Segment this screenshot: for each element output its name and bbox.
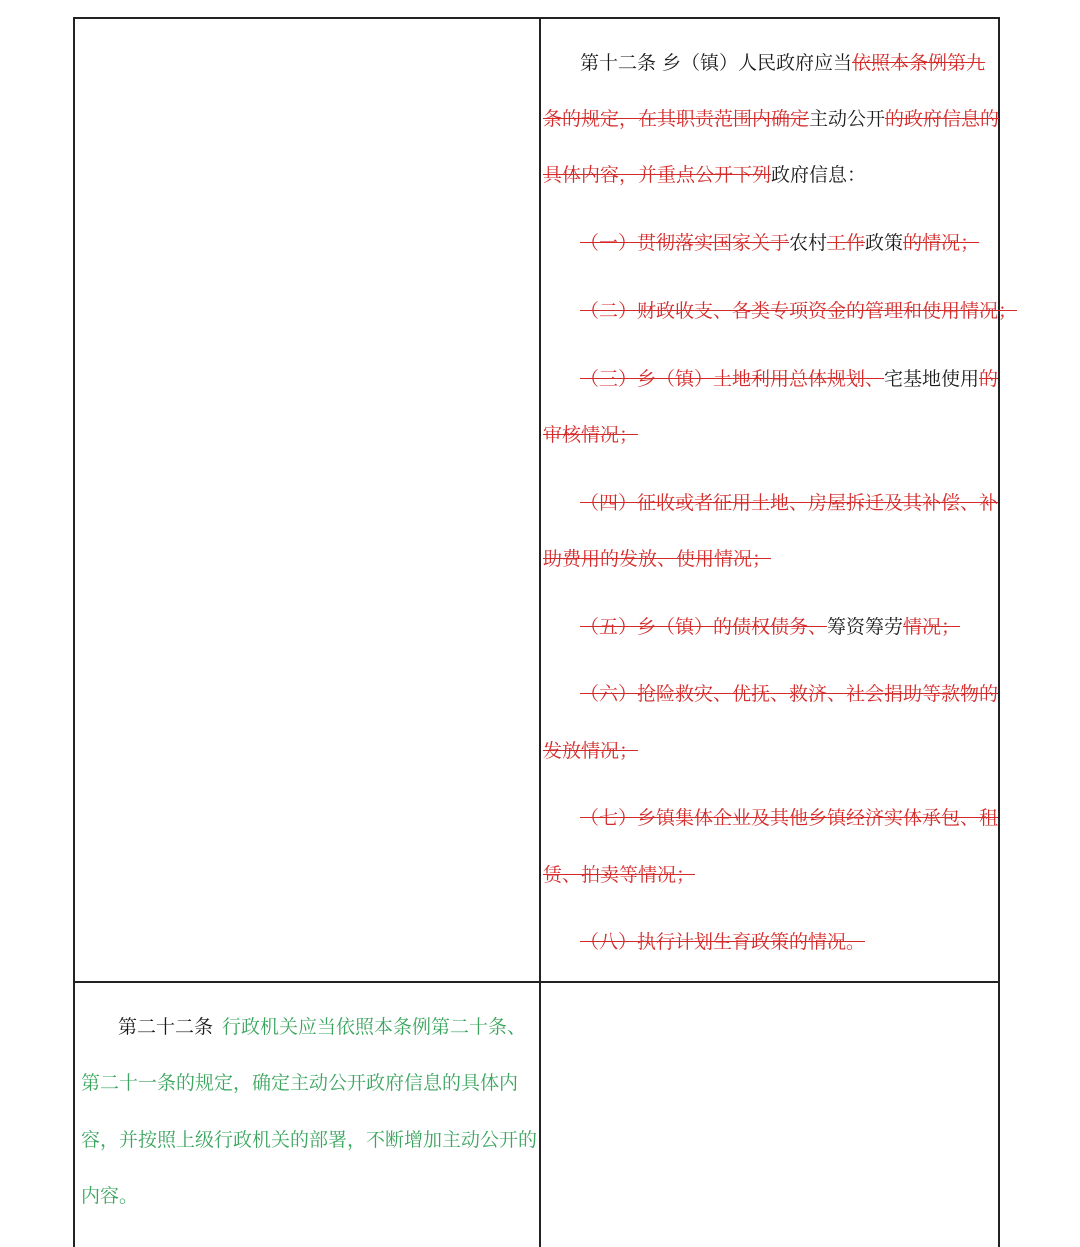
art12-line-2-deleted-b: 的政府信息的 bbox=[885, 108, 1000, 130]
art12-line-3 bbox=[543, 164, 866, 186]
item-8-deleted: （八）执行计划生育政策的情况。 bbox=[580, 931, 866, 953]
item-4-deleted: （四）征收或者征用土地、房屋拆迁及其补偿、补 bbox=[580, 492, 999, 514]
art12-line-2 bbox=[543, 108, 999, 130]
item-5-deleted-a: （五）乡（镇）的债权债务、 bbox=[580, 616, 828, 638]
item-6-cont bbox=[543, 740, 638, 762]
item-8 bbox=[580, 931, 865, 953]
item-1-deleted-b: 工作 bbox=[827, 232, 866, 254]
column-divider bbox=[539, 17, 541, 1247]
item-2-deleted: （二）财政收支、各类专项资金的管理和使用情况； bbox=[580, 300, 1018, 322]
item-3-kept: 宅基地使用 bbox=[884, 368, 980, 390]
item-4-cont-deleted: 助费用的发放、使用情况； bbox=[543, 548, 772, 570]
art12-line-1 bbox=[580, 52, 985, 74]
item-5 bbox=[580, 616, 960, 638]
item-3-cont-deleted: 审核情况； bbox=[543, 424, 639, 446]
art12-line-1-deleted: 依照本条例第九 bbox=[852, 52, 986, 74]
item-7-cont bbox=[543, 864, 695, 886]
item-6 bbox=[580, 683, 998, 705]
item-3 bbox=[580, 368, 998, 390]
item-1-kept-a: 农村 bbox=[789, 232, 828, 254]
art22-line-3: 容，并按照上级行政机关的部署，不断增加主动公开的 bbox=[81, 1129, 538, 1151]
item-3-deleted-a: （三）乡（镇）土地利用总体规划、 bbox=[580, 368, 885, 390]
item-5-kept: 筹资筹劳 bbox=[827, 616, 904, 638]
art12-line-2-kept: 主动公开 bbox=[809, 108, 886, 130]
art22-line-1-added: 行政机关应当依照本条例第二十条、 bbox=[222, 1016, 527, 1038]
art22-line-4: 内容。 bbox=[81, 1185, 139, 1207]
art12-line-1-kept: 第十二条 乡（镇）人民政府应当 bbox=[580, 52, 853, 74]
item-1-deleted-c: 的情况； bbox=[903, 232, 980, 254]
item-7-cont-deleted: 赁、拍卖等情况； bbox=[543, 864, 696, 886]
item-1 bbox=[580, 232, 979, 254]
art12-line-3-deleted: 具体内容，并重点公开下列 bbox=[543, 164, 772, 186]
item-4 bbox=[580, 492, 998, 514]
art12-line-2-deleted-a: 条的规定，在其职责范围内确定 bbox=[543, 108, 810, 130]
art22-line-1 bbox=[118, 1016, 526, 1038]
row-divider bbox=[73, 981, 1000, 983]
item-3-cont bbox=[543, 424, 638, 446]
item-4-cont bbox=[543, 548, 771, 570]
item-1-kept-b: 政策 bbox=[865, 232, 904, 254]
art12-line-3-kept: 政府信息： bbox=[771, 164, 867, 186]
item-6-deleted: （六）抢险救灾、优抚、救济、社会捐助等款物的 bbox=[580, 683, 999, 705]
item-5-deleted-b: 情况； bbox=[903, 616, 961, 638]
item-1-deleted-a: （一）贯彻落实国家关于 bbox=[580, 232, 790, 254]
item-2 bbox=[580, 300, 1017, 322]
item-7 bbox=[580, 807, 998, 829]
item-3-deleted-b: 的 bbox=[979, 368, 999, 390]
item-7-deleted: （七）乡镇集体企业及其他乡镇经济实体承包、租 bbox=[580, 807, 999, 829]
art22-line-2: 第二十一条的规定，确定主动公开政府信息的具体内 bbox=[81, 1072, 519, 1094]
art22-article-number: 第二十二条 bbox=[118, 1016, 214, 1038]
item-6-cont-deleted: 发放情况； bbox=[543, 740, 639, 762]
